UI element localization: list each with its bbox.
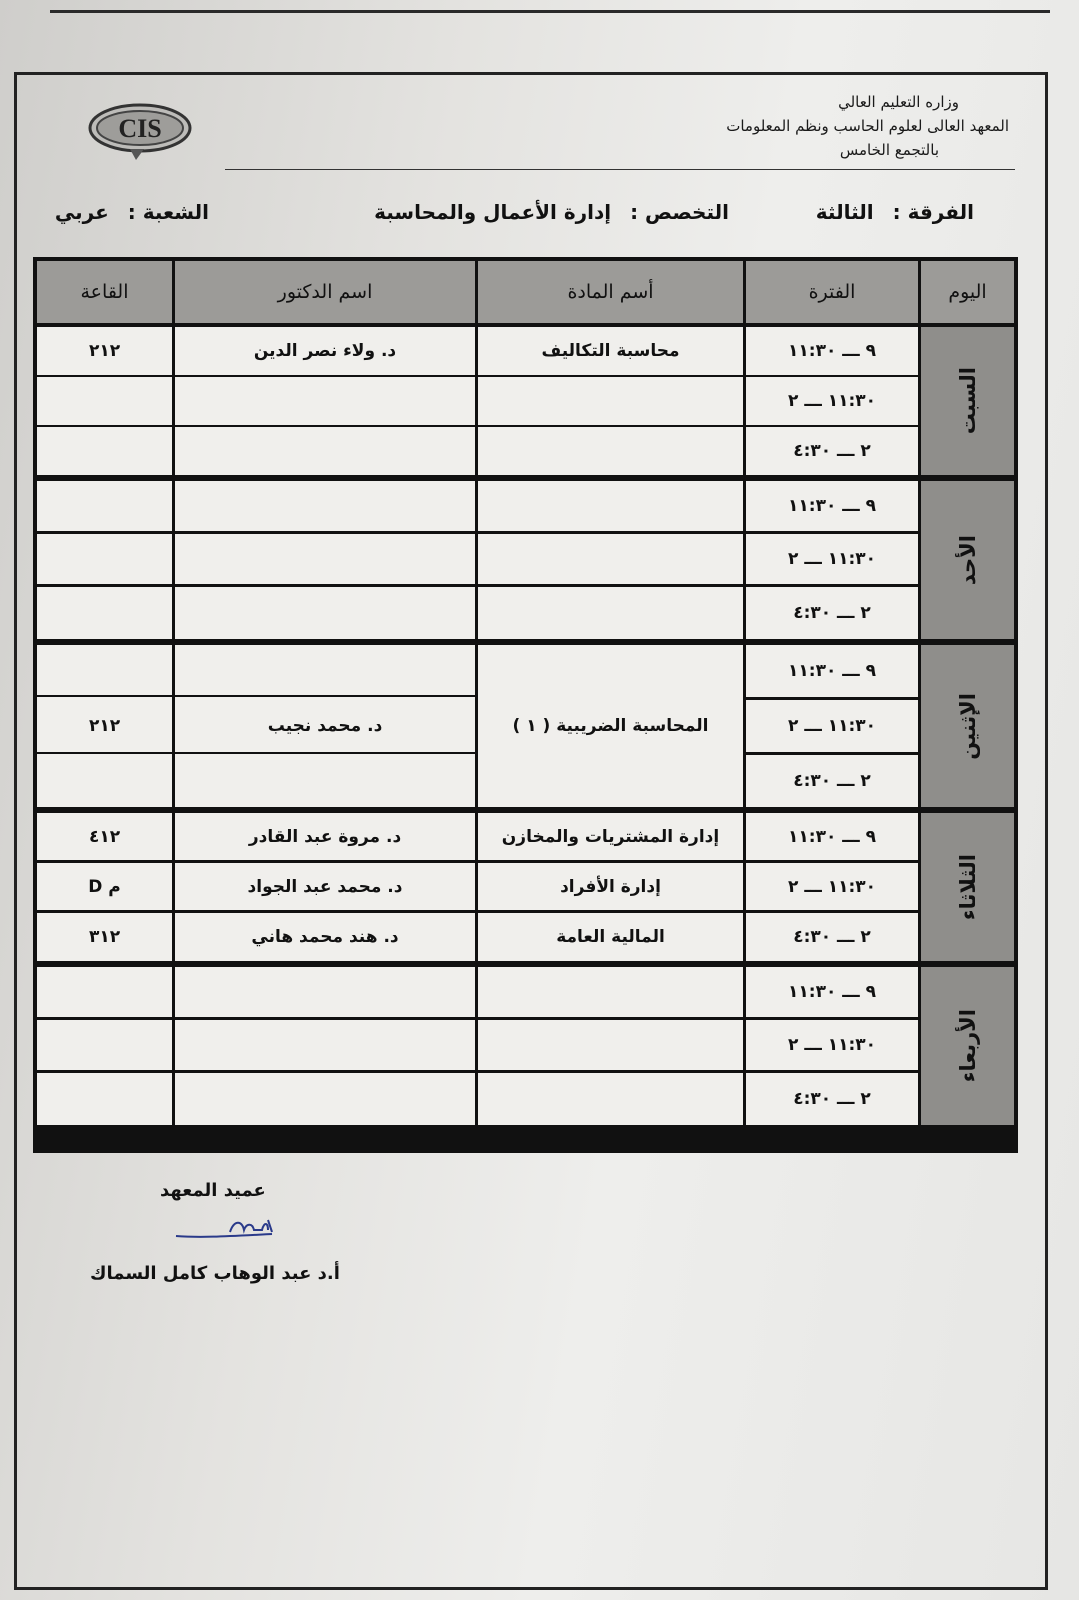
subject-cell: محاسبة التكاليف: [478, 327, 743, 375]
room-cell: [37, 587, 172, 639]
header-room: القاعة: [37, 261, 172, 323]
doctor-name: د. محمد نجيب: [267, 716, 383, 736]
doctor-cell: د. هند محمد هاني: [175, 913, 475, 961]
period-cell: ٢ ـــ ٤:٣٠: [746, 913, 918, 961]
subject-cell: [478, 481, 743, 531]
doctor-cell: [175, 587, 475, 639]
room-cell: [37, 1020, 172, 1070]
period-cell: ١١:٣٠ ـــ ٢: [746, 700, 918, 752]
day-wednesday: الأربعاء: [921, 967, 1014, 1125]
day-saturday: السبت: [921, 327, 1014, 475]
room-cell-merged: [37, 645, 172, 807]
subject-cell: [478, 587, 743, 639]
period-cell: ١١:٣٠ ـــ ٢: [746, 534, 918, 584]
dean-title: عميد المعهد: [160, 1180, 266, 1201]
top-rule: [50, 10, 1050, 13]
room-cell: ٤١٢: [37, 813, 172, 860]
room-cell: [37, 967, 172, 1017]
branch-value: عربي: [54, 200, 109, 224]
branch-label: الشعبة :: [127, 200, 209, 224]
doctor-cell: د. محمد عبد الجواد: [175, 863, 475, 910]
doctor-cell: د. مروة عبد القادر: [175, 813, 475, 860]
header-period: الفترة: [746, 261, 918, 323]
institute-location: بالتجمع الخامس: [839, 141, 939, 159]
subject-cell: المالية العامة: [478, 913, 743, 961]
period-cell: ٩ ـــ ١١:٣٠: [746, 813, 918, 860]
period-cell: ٢ ـــ ٤:٣٠: [746, 587, 918, 639]
branch-info: [55, 200, 209, 224]
doctor-cell: [175, 1073, 475, 1125]
room-cell: ٣١٢: [37, 913, 172, 961]
grade-info: [816, 200, 974, 224]
institute-name: المعهد العالى لعلوم الحاسب ونظم المعلومات: [726, 117, 1009, 135]
subject-cell: إدارة المشتريات والمخازن: [478, 813, 743, 860]
period-cell: ٩ ـــ ١١:٣٠: [746, 327, 918, 375]
period-cell: ٩ ـــ ١١:٣٠: [746, 481, 918, 531]
period-cell: ١١:٣٠ ـــ ٢: [746, 1020, 918, 1070]
subject-cell: [478, 427, 743, 475]
period-cell: ٢ ـــ ٤:٣٠: [746, 427, 918, 475]
doctor-cell: [175, 481, 475, 531]
doctor-cell: [175, 427, 475, 475]
subject-cell: [478, 1020, 743, 1070]
subject-cell-merged: المحاسبة الضريبية ( ١ ): [478, 645, 743, 807]
day-monday: الإثنين: [921, 645, 1014, 807]
subject-cell: [478, 377, 743, 425]
room-cell: ٢١٢: [37, 327, 172, 375]
subject-cell: إدارة الأفراد: [478, 863, 743, 910]
doctor-cell: [175, 534, 475, 584]
period-cell: ٩ ـــ ١١:٣٠: [746, 645, 918, 697]
room-cell: [37, 534, 172, 584]
subject-cell: [478, 1073, 743, 1125]
doctor-cell: [175, 377, 475, 425]
grade-value: الثالثة: [815, 200, 874, 224]
header-divider: [225, 169, 1015, 170]
room-cell: [37, 1073, 172, 1125]
doctor-cell: [175, 967, 475, 1017]
room-cell: [37, 377, 172, 425]
period-cell: ٢ ـــ ٤:٣٠: [746, 755, 918, 807]
room-cell: [37, 427, 172, 475]
day-sunday: الأحد: [921, 481, 1014, 639]
period-cell: ٩ ـــ ١١:٣٠: [746, 967, 918, 1017]
subject-cell: [478, 534, 743, 584]
logo-text: CIS: [118, 114, 162, 143]
doctor-cell: [175, 1020, 475, 1070]
room-cell: [37, 481, 172, 531]
spec-label: التخصص :: [630, 200, 729, 224]
period-cell: ٢ ـــ ٤:٣٠: [746, 1073, 918, 1125]
header-day: اليوم: [921, 261, 1014, 323]
period-cell: ١١:٣٠ ـــ ٢: [746, 863, 918, 910]
grade-label: الفرقة :: [892, 200, 974, 224]
room-number: ٢١٢: [88, 716, 121, 736]
signature-icon: [172, 1214, 282, 1244]
doctor-cell-merged: [175, 645, 475, 807]
ministry-name: وزاره التعليم العالي: [838, 93, 959, 111]
day-tuesday: الثلاثاء: [921, 813, 1014, 961]
spec-value: إدارة الأعمال والمحاسبة: [374, 200, 612, 224]
header-doctor: اسم الدكتور: [175, 261, 475, 323]
schedule-table: [33, 257, 1018, 1153]
period-cell: ١١:٣٠ ـــ ٢: [746, 377, 918, 425]
cis-logo-icon: [86, 100, 194, 162]
doctor-cell: د. ولاء نصر الدين: [175, 327, 475, 375]
dean-name: أ.د عبد الوهاب كامل السماك: [90, 1263, 340, 1284]
specialization-info: [374, 200, 729, 224]
institution-header: [629, 90, 1009, 162]
header-subject: أسم المادة: [478, 261, 743, 323]
room-cell: م D: [37, 863, 172, 910]
subject-cell: [478, 967, 743, 1017]
